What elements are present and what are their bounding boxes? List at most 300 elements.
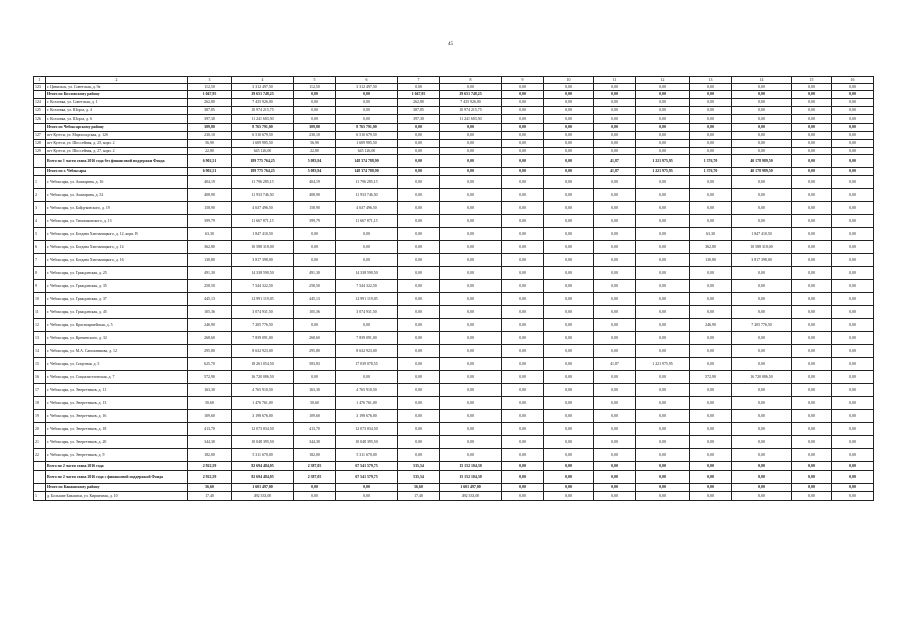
value-cell: 0,00 <box>594 115 636 124</box>
value-cell: 0,00 <box>594 91 636 99</box>
value-cell: 0,00 <box>544 254 594 267</box>
value-cell: 0,00 <box>502 84 544 91</box>
value-cell: 0,00 <box>832 492 874 501</box>
value-cell: 0,00 <box>544 371 594 384</box>
value-cell: 0,00 <box>832 436 874 449</box>
register-table <box>33 76 874 501</box>
value-cell: 41,87 <box>594 358 636 371</box>
value-cell: 0,00 <box>732 124 792 132</box>
value-cell: 0,00 <box>440 148 502 155</box>
address-cell: г. Чебоксары, ул. Гражданская, д. 45 <box>46 306 188 319</box>
value-cell: 0,00 <box>594 332 636 345</box>
value-cell: 0,00 <box>440 202 502 215</box>
value-cell: 0,00 <box>594 189 636 202</box>
value-cell: 82 694 484,05 <box>232 471 294 484</box>
value-cell: 0,00 <box>544 384 594 397</box>
value-cell: 645 126,00 <box>336 148 398 155</box>
value-cell: 0,00 <box>502 155 544 168</box>
value-cell: 0,00 <box>832 84 874 91</box>
value-cell: 262,80 <box>188 99 232 107</box>
value-cell: 0,00 <box>594 202 636 215</box>
value-cell: 0,00 <box>502 132 544 140</box>
value-cell: 0,00 <box>336 91 398 99</box>
value-cell: 0,00 <box>440 215 502 228</box>
table-row <box>34 332 874 345</box>
value-cell: 0,00 <box>594 176 636 189</box>
value-cell: 0,00 <box>502 241 544 254</box>
value-cell: 0,00 <box>544 115 594 124</box>
value-cell: 0,00 <box>398 84 440 91</box>
value-cell: 0,00 <box>732 99 792 107</box>
value-cell: 0,00 <box>336 228 398 241</box>
value-cell: 0,00 <box>440 189 502 202</box>
value-cell: 12 991 119,05 <box>232 293 294 306</box>
value-cell: 0,00 <box>502 176 544 189</box>
address-cell: г. Чебоксары, ул. Богдана Хмельницкого, д. 12, корп. В <box>46 228 188 241</box>
value-cell: 0,00 <box>594 410 636 423</box>
value-cell: 0,00 <box>792 148 832 155</box>
value-cell: 10 974 215,75 <box>232 107 294 115</box>
value-cell: 0,00 <box>336 371 398 384</box>
column-number: 12 <box>636 77 690 84</box>
address-cell: Итого по Козловскому району <box>46 91 188 99</box>
value-cell: 3 817 398,00 <box>232 254 294 267</box>
value-cell: 0,00 <box>594 319 636 332</box>
value-cell: 105,36 <box>188 306 232 319</box>
value-cell: 10 048 395,50 <box>336 436 398 449</box>
value-cell: 0,00 <box>636 332 690 345</box>
value-cell: 295,80 <box>188 345 232 358</box>
value-cell: 0,00 <box>502 410 544 423</box>
value-cell: 0,00 <box>832 332 874 345</box>
total-row <box>34 91 874 99</box>
value-cell: 0,00 <box>732 176 792 189</box>
address-cell: г. Чебоксары, ул. Ашмарина, д. 52 <box>46 189 188 202</box>
value-cell: 0,00 <box>440 267 502 280</box>
value-cell: 0,00 <box>594 306 636 319</box>
value-cell: 0,00 <box>544 155 594 168</box>
value-cell: 0,00 <box>440 140 502 148</box>
value-cell: 0,00 <box>502 358 544 371</box>
value-cell: 1 047,95 <box>188 91 232 99</box>
value-cell: 7 839 091,00 <box>336 332 398 345</box>
value-cell: 1 601 497,00 <box>232 484 294 492</box>
value-cell: 50,60 <box>294 397 336 410</box>
value-cell: 0,00 <box>832 202 874 215</box>
value-cell: 0,00 <box>594 215 636 228</box>
value-cell: 0,00 <box>398 358 440 371</box>
value-cell: 0,00 <box>792 168 832 176</box>
value-cell: 15 152 104,30 <box>440 471 502 484</box>
value-cell: 0,00 <box>502 345 544 358</box>
value-cell: 189 775 764,25 <box>232 168 294 176</box>
address-cell: г. Козловка, ул. Шорса, д. 6 <box>46 115 188 124</box>
value-cell: 6 902,51 <box>188 155 232 168</box>
value-cell: 0,00 <box>502 332 544 345</box>
table-row <box>34 176 874 189</box>
value-cell: 82 694 484,05 <box>232 462 294 471</box>
row-number: 129 <box>34 148 46 155</box>
value-cell: 0,00 <box>502 189 544 202</box>
value-cell: 0,00 <box>690 384 732 397</box>
value-cell: 40 178 989,50 <box>732 155 792 168</box>
value-cell: 0,00 <box>636 397 690 410</box>
value-cell: 1 476 761,00 <box>336 397 398 410</box>
value-cell: 7 205 776,50 <box>232 319 294 332</box>
value-cell: 0,00 <box>544 449 594 462</box>
value-cell: 0,00 <box>544 345 594 358</box>
value-cell: 0,00 <box>440 397 502 410</box>
value-cell: 63,30 <box>690 228 732 241</box>
address-cell: г. Чебоксары, ул. Байдуковского, д. 19 <box>46 202 188 215</box>
value-cell: 1 609 985,50 <box>232 140 294 148</box>
value-cell: 15 152 104,30 <box>440 462 502 471</box>
value-cell: 0,00 <box>398 410 440 423</box>
total-row <box>34 462 874 471</box>
value-cell: 0,00 <box>398 371 440 384</box>
value-cell: 7 544 322,50 <box>232 280 294 293</box>
value-cell: 0,00 <box>398 436 440 449</box>
value-cell: 17,40 <box>398 492 440 501</box>
value-cell: 0,00 <box>294 99 336 107</box>
table-row <box>34 241 874 254</box>
value-cell: 7 205 776,50 <box>732 319 792 332</box>
value-cell: 0,00 <box>832 371 874 384</box>
table-row <box>34 345 874 358</box>
value-cell: 0,00 <box>832 189 874 202</box>
value-cell: 0,00 <box>792 202 832 215</box>
value-cell: 0,00 <box>792 436 832 449</box>
value-cell: 0,00 <box>398 168 440 176</box>
table-row <box>34 306 874 319</box>
value-cell: 1 376,70 <box>690 155 732 168</box>
column-number: 1 <box>34 77 46 84</box>
value-cell: 0,00 <box>294 492 336 501</box>
value-cell: 535,54 <box>398 471 440 484</box>
value-cell: 0,00 <box>594 124 636 132</box>
value-cell: 0,00 <box>544 132 594 140</box>
value-cell: 0,00 <box>502 280 544 293</box>
value-cell: 0,00 <box>792 99 832 107</box>
value-cell: 50,60 <box>188 397 232 410</box>
row-number: 10 <box>34 293 46 306</box>
value-cell: 0,00 <box>832 397 874 410</box>
value-cell: 0,00 <box>690 306 732 319</box>
value-cell: 0,00 <box>690 449 732 462</box>
value-cell: 67 541 579,75 <box>336 471 398 484</box>
address-cell: г. Чебоксары, ул. Энергетиков, д. 13 <box>46 397 188 410</box>
value-cell: 12 073 834,50 <box>232 423 294 436</box>
value-cell: 56,90 <box>188 140 232 148</box>
value-cell: 0,00 <box>690 293 732 306</box>
value-cell: 17,40 <box>188 492 232 501</box>
value-cell: 0,00 <box>440 306 502 319</box>
address-cell: Итого по Чебоксарскому району <box>46 124 188 132</box>
value-cell: 0,00 <box>544 471 594 484</box>
value-cell: 2 922,59 <box>188 471 232 484</box>
value-cell: 344,30 <box>294 436 336 449</box>
value-cell: 0,00 <box>594 449 636 462</box>
value-cell: 0,00 <box>732 462 792 471</box>
value-cell: 11 667 871,15 <box>336 215 398 228</box>
value-cell: 0,00 <box>832 228 874 241</box>
value-cell: 1 047,95 <box>398 91 440 99</box>
value-cell: 0,00 <box>832 132 874 140</box>
value-cell: 0,00 <box>832 484 874 492</box>
table-row <box>34 215 874 228</box>
value-cell: 0,00 <box>732 449 792 462</box>
column-number: 13 <box>690 77 732 84</box>
value-cell: 0,00 <box>732 189 792 202</box>
value-cell: 0,00 <box>832 319 874 332</box>
value-cell: 41,87 <box>594 168 636 176</box>
value-cell: 0,00 <box>336 99 398 107</box>
value-cell: 158,90 <box>294 202 336 215</box>
value-cell: 0,00 <box>398 132 440 140</box>
value-cell: 1 221 975,95 <box>636 168 690 176</box>
address-cell: пгт Кугеси, ул. Шоссейная, д. 25, корп. 2 <box>46 140 188 148</box>
value-cell: 29 651 748,25 <box>232 91 294 99</box>
value-cell: 0,00 <box>636 176 690 189</box>
value-cell: 0,00 <box>636 84 690 91</box>
total-row <box>34 484 874 492</box>
row-number: 127 <box>34 132 46 140</box>
value-cell: 112,50 <box>294 84 336 91</box>
value-cell: 0,00 <box>792 280 832 293</box>
value-cell: 0,00 <box>636 462 690 471</box>
value-cell: 7 839 091,00 <box>232 332 294 345</box>
value-cell: 0,00 <box>690 215 732 228</box>
value-cell: 397,30 <box>398 115 440 124</box>
value-cell: 0,00 <box>502 215 544 228</box>
value-cell: 11 933 746,50 <box>232 189 294 202</box>
value-cell: 572,90 <box>188 371 232 384</box>
value-cell: 445,13 <box>188 293 232 306</box>
value-cell: 0,00 <box>690 345 732 358</box>
table-row <box>34 140 874 148</box>
value-cell: 163,30 <box>294 384 336 397</box>
value-cell: 0,00 <box>832 306 874 319</box>
address-cell: г. Чебоксары, ул. Энергетиков, д. 16 <box>46 410 188 423</box>
value-cell: 0,00 <box>832 155 874 168</box>
value-cell: 11 667 871,15 <box>232 215 294 228</box>
value-cell: 268,60 <box>188 332 232 345</box>
row-number: 5 <box>34 228 46 241</box>
value-cell: 0,00 <box>544 176 594 189</box>
value-cell: 0,00 <box>502 449 544 462</box>
value-cell: 0,00 <box>544 107 594 115</box>
value-cell: 0,00 <box>398 202 440 215</box>
value-cell: 0,00 <box>832 168 874 176</box>
value-cell: 3 074 931,50 <box>232 306 294 319</box>
value-cell: 0,00 <box>398 241 440 254</box>
value-cell: 0,00 <box>544 410 594 423</box>
value-cell: 0,00 <box>792 241 832 254</box>
row-number: 14 <box>34 345 46 358</box>
value-cell: 0,00 <box>544 293 594 306</box>
total-row <box>34 168 874 176</box>
value-cell: 0,00 <box>544 462 594 471</box>
row-number: 128 <box>34 140 46 148</box>
value-cell: 0,00 <box>294 228 336 241</box>
value-cell: 0,00 <box>544 228 594 241</box>
value-cell: 0,00 <box>690 115 732 124</box>
address-cell: г. Чебоксары, ул. Красноармейская, д. 5 <box>46 319 188 332</box>
value-cell: 0,00 <box>544 492 594 501</box>
value-cell: 399,79 <box>294 215 336 228</box>
value-cell: 0,00 <box>636 345 690 358</box>
value-cell: 0,00 <box>544 84 594 91</box>
value-cell: 7 435 926,00 <box>440 99 502 107</box>
value-cell: 11 933 746,50 <box>336 189 398 202</box>
value-cell: 0,00 <box>732 91 792 99</box>
value-cell: 22,80 <box>188 148 232 155</box>
value-cell: 0,00 <box>544 99 594 107</box>
row-number: 16 <box>34 371 46 384</box>
value-cell: 0,00 <box>594 492 636 501</box>
value-cell: 0,00 <box>690 358 732 371</box>
value-cell: 29 651 748,25 <box>440 91 502 99</box>
value-cell: 362,80 <box>188 241 232 254</box>
value-cell: 0,00 <box>544 267 594 280</box>
value-cell: 0,00 <box>544 148 594 155</box>
value-cell: 0,00 <box>792 371 832 384</box>
value-cell: 0,00 <box>732 423 792 436</box>
value-cell: 3 312 497,50 <box>232 84 294 91</box>
page-number: 45 <box>448 42 453 47</box>
value-cell: 0,00 <box>594 84 636 91</box>
value-cell: 0,00 <box>502 492 544 501</box>
value-cell: 0,00 <box>294 115 336 124</box>
value-cell: 0,00 <box>690 189 732 202</box>
address-cell: г. Чебоксары, ул. Энергетиков, д. 20 <box>46 436 188 449</box>
address-cell: г. Чебоксары, ул. М.А. Сапожникова, д. 12 <box>46 345 188 358</box>
value-cell: 0,00 <box>294 484 336 492</box>
value-cell: 0,00 <box>294 91 336 99</box>
row-number: 126 <box>34 115 46 124</box>
value-cell: 0,00 <box>336 492 398 501</box>
value-cell: 0,00 <box>792 449 832 462</box>
table-row <box>34 410 874 423</box>
value-cell: 0,00 <box>594 107 636 115</box>
row-number: 20 <box>34 423 46 436</box>
value-cell: 4 765 910,50 <box>232 384 294 397</box>
value-cell: 0,00 <box>792 115 832 124</box>
value-cell: 56,90 <box>294 140 336 148</box>
value-cell: 572,90 <box>690 371 732 384</box>
value-cell: 130,80 <box>188 254 232 267</box>
value-cell: 14 338 590,50 <box>336 267 398 280</box>
table-row <box>34 202 874 215</box>
value-cell: 0,00 <box>732 345 792 358</box>
value-cell: 0,00 <box>732 484 792 492</box>
address-cell: г. Цивильск, ул. Советская, д. 9а <box>46 84 188 91</box>
address-cell: г. Козловка, ул. Шорса, д. 4 <box>46 107 188 115</box>
column-number: 2 <box>46 77 188 84</box>
value-cell: 17 039 078,55 <box>336 358 398 371</box>
value-cell: 10 588 318,00 <box>232 241 294 254</box>
value-cell: 0,00 <box>544 332 594 345</box>
value-cell: 0,00 <box>732 107 792 115</box>
value-cell: 0,00 <box>792 332 832 345</box>
value-cell: 0,00 <box>398 148 440 155</box>
value-cell: 0,00 <box>636 484 690 492</box>
table-row <box>34 99 874 107</box>
value-cell: 625,70 <box>188 358 232 371</box>
value-cell: 0,00 <box>398 176 440 189</box>
table-row <box>34 148 874 155</box>
value-cell: 408,90 <box>188 189 232 202</box>
value-cell: 112,50 <box>188 84 232 91</box>
value-cell: 0,00 <box>636 492 690 501</box>
value-cell: 0,00 <box>398 140 440 148</box>
value-cell: 0,00 <box>594 371 636 384</box>
value-cell: 1 221 975,95 <box>636 155 690 168</box>
value-cell: 0,00 <box>594 484 636 492</box>
value-cell: 0,00 <box>594 241 636 254</box>
value-cell: 0,00 <box>792 140 832 148</box>
column-number: 7 <box>398 77 440 84</box>
value-cell: 0,00 <box>636 384 690 397</box>
value-cell: 0,00 <box>502 115 544 124</box>
value-cell: 0,00 <box>732 397 792 410</box>
table-row <box>34 436 874 449</box>
value-cell: 413,70 <box>188 423 232 436</box>
value-cell: 6 902,51 <box>188 168 232 176</box>
value-cell: 0,00 <box>398 228 440 241</box>
value-cell: 109,60 <box>294 410 336 423</box>
value-cell: 4 765 910,50 <box>336 384 398 397</box>
value-cell: 1 609 985,50 <box>336 140 398 148</box>
address-cell: г. Чебоксары, ул. Богдана Хмельницкого, д. 16 <box>46 254 188 267</box>
value-cell: 0,00 <box>690 462 732 471</box>
address-cell: Всего по 2 части этапа 2016 года с финансовой поддержкой Фонда <box>46 471 188 484</box>
value-cell: 0,00 <box>636 306 690 319</box>
value-cell: 0,00 <box>398 423 440 436</box>
value-cell: 0,00 <box>832 423 874 436</box>
value-cell: 0,00 <box>732 358 792 371</box>
value-cell: 0,00 <box>544 215 594 228</box>
address-cell: пгт Кугеси, ул. Марпосадская, д. 12б <box>46 132 188 140</box>
value-cell: 182,00 <box>294 449 336 462</box>
table-row <box>34 397 874 410</box>
value-cell: 158,90 <box>188 202 232 215</box>
column-number: 9 <box>502 77 544 84</box>
value-cell: 0,00 <box>792 484 832 492</box>
value-cell: 0,00 <box>832 176 874 189</box>
value-cell: 0,00 <box>832 254 874 267</box>
value-cell: 0,00 <box>544 91 594 99</box>
value-cell: 16 720 086,50 <box>232 371 294 384</box>
row-number: 19 <box>34 410 46 423</box>
value-cell: 0,00 <box>398 397 440 410</box>
value-cell: 0,00 <box>792 215 832 228</box>
row-number: 4 <box>34 215 46 228</box>
value-cell: 0,00 <box>792 410 832 423</box>
row-number: 1 <box>34 492 46 501</box>
value-cell: 0,00 <box>732 140 792 148</box>
address-cell: г. Чебоксары, ул. Богдана Хмельницкого, д. 14 <box>46 241 188 254</box>
value-cell: 0,00 <box>440 423 502 436</box>
value-cell: 0,00 <box>440 254 502 267</box>
value-cell: 0,00 <box>832 449 874 462</box>
value-cell: 0,00 <box>398 332 440 345</box>
value-cell: 3 074 931,50 <box>336 306 398 319</box>
row-number: 22 <box>34 449 46 462</box>
value-cell: 0,00 <box>636 293 690 306</box>
address-cell: Всего по 2 части этапа 2016 года <box>46 462 188 471</box>
value-cell: 0,00 <box>502 99 544 107</box>
